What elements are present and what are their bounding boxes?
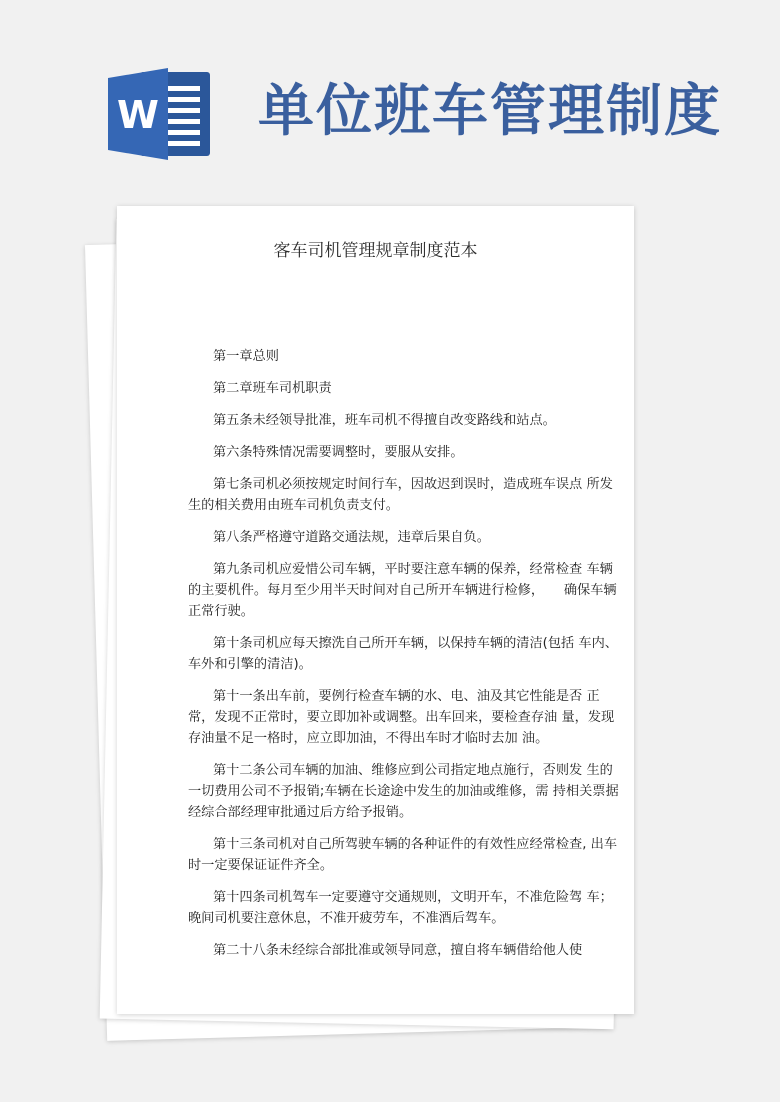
- word-logo-letter: W: [117, 93, 159, 137]
- article-paragraph: 第十条司机应每天擦洗自己所开车辆，以保持车辆的清洁(包括 车内、车外和引擎的清洁)。: [188, 636, 618, 672]
- chapter-heading: 第二章班车司机职责: [213, 381, 332, 396]
- document-page: [117, 206, 634, 1014]
- word-icon: [106, 66, 214, 162]
- article-paragraph: 第十四条司机驾车一定要遵守交通规则，文明开车，不准危险驾 车；晚间司机要注意休息，不准开疲劳车，不准酒后驾车。: [188, 890, 613, 926]
- article-paragraph: 第五条未经领导批准，班车司机不得擅自改变路线和站点。: [213, 413, 556, 428]
- article-paragraph: 第七条司机必须按规定时间行车，因故迟到误时，造成班车误点 所发生的相关费用由班车司机负责支付。: [188, 477, 613, 513]
- chapter-heading: 第一章总则: [213, 349, 279, 364]
- document-title: 客车司机管理规章制度范本: [273, 241, 478, 261]
- document-body: [188, 346, 622, 972]
- article-paragraph: 第六条特殊情况需要调整时，要服从安排。: [213, 445, 464, 460]
- banner-title: 单位班车管理制度: [258, 79, 722, 144]
- article-paragraph: 第九条司机应爱惜公司车辆，平时要注意车辆的保养，经常检查 车辆的主要机件。每月至少用半天时间对自己所开车辆进行检修， 确保车辆正常行驶。: [188, 562, 617, 619]
- article-paragraph: 第二十八条未经综合部批准或领导同意，擅自将车辆借给他人使: [213, 943, 583, 958]
- article-paragraph: 第八条严格遵守道路交通法规，违章后果自负。: [213, 530, 490, 545]
- article-paragraph: 第十一条出车前，要例行检查车辆的水、电、油及其它性能是否 正常，发现不正常时，要立即加补或调整。出车回来，要检查存油 量，发现存油量不足一格时，应立即加油，不得出车时才临时去加 油。: [188, 689, 615, 746]
- article-paragraph: 第十二条公司车辆的加油、维修应到公司指定地点施行，否则发 生的一切费用公司不予报销;车辆在长途途中发生的加油或维修，需 持相关票据经综合部经理审批通过后方给予报销。: [188, 763, 619, 820]
- header: [0, 0, 780, 200]
- article-paragraph: 第十三条司机对自己所驾驶车辆的各种证件的有效性应经常检查, 出车时一定要保证证件齐全。: [188, 837, 618, 873]
